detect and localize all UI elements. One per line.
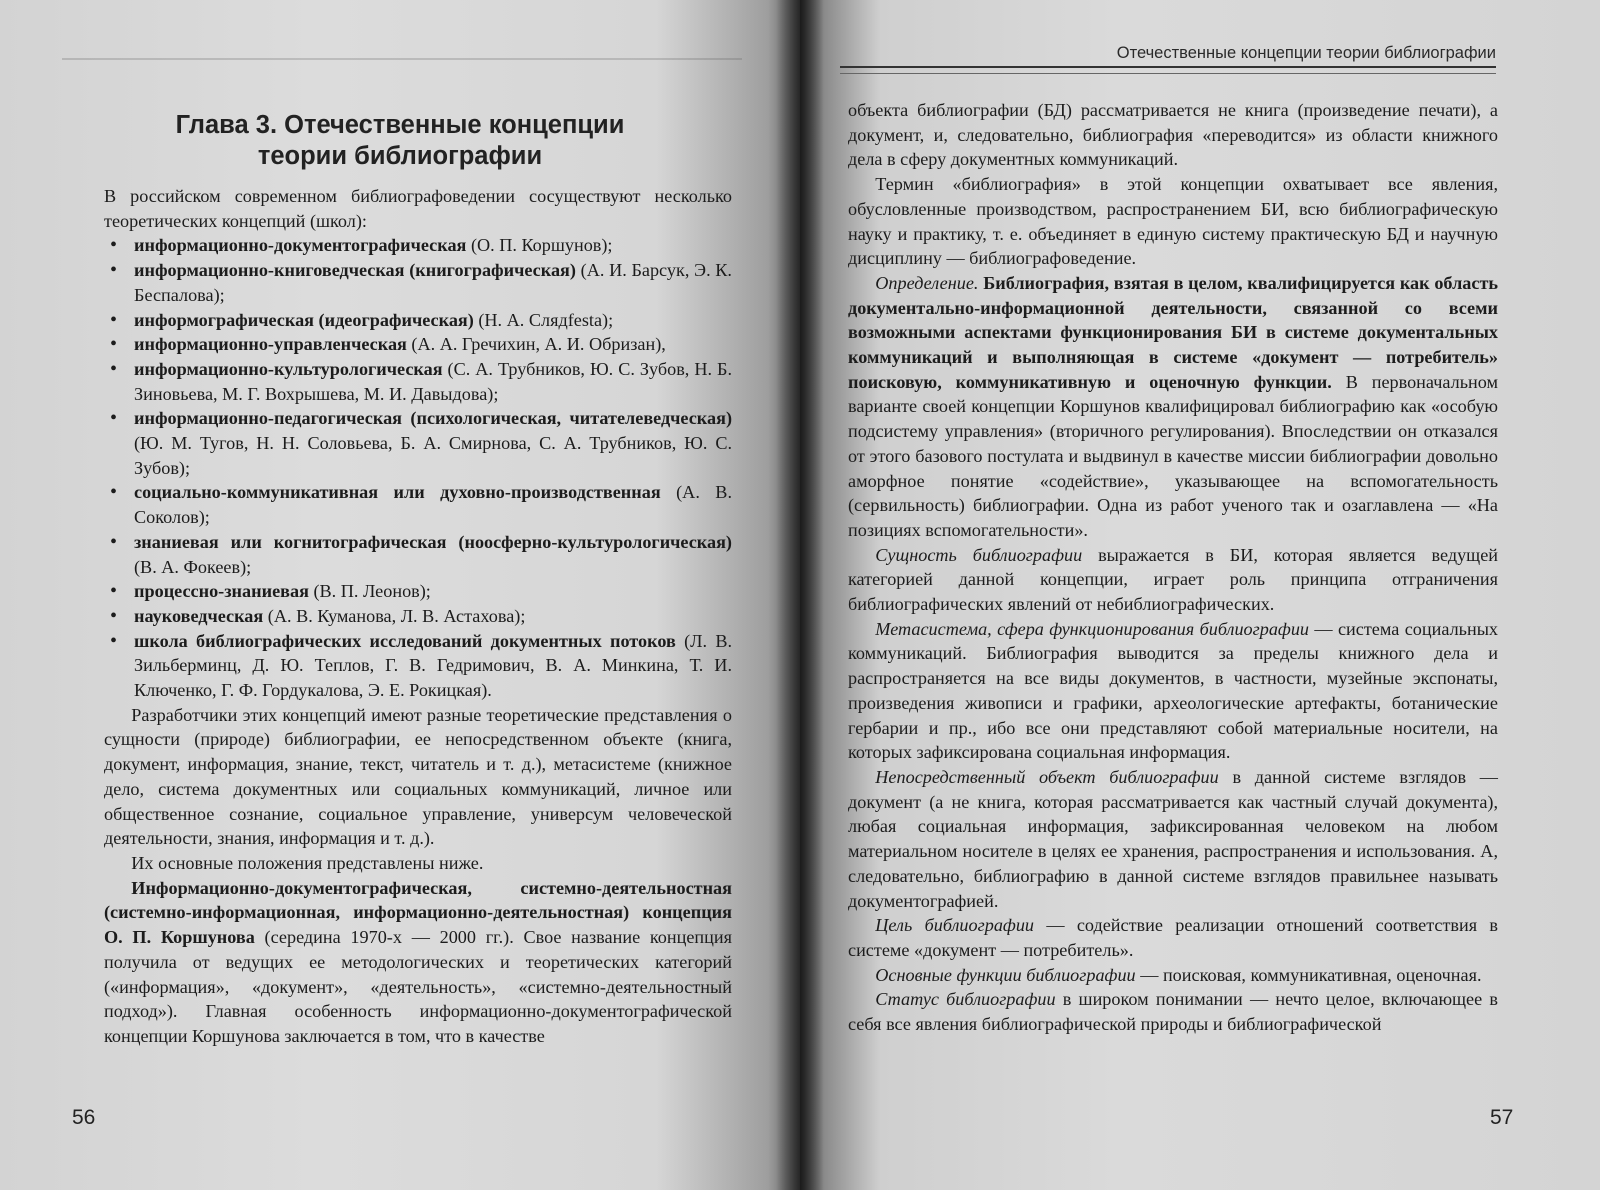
schools-list xyxy=(104,233,732,702)
bleed-through-rule xyxy=(62,58,742,60)
essence-label: Сущность библиографии xyxy=(875,544,1083,565)
term-paragraph: Термин «библиография» в этой концепции охватывает все явления, обусловленные производством, распространением БИ, всю библиографическую науку и практику, т. е. объединяет в единую систему практическую БД и научную дисциплину — библиографоведение. xyxy=(848,174,1498,269)
metasystem-paragraph xyxy=(848,617,1498,765)
right-body-text xyxy=(848,98,1498,1037)
definition-label: Определение. xyxy=(875,272,979,293)
school-name: знаниевая или когнитографическая (ноосферно-культурологическая) xyxy=(134,531,732,552)
developers-paragraph: Разработчики этих концепций имеют разные теоретические представления о сущности (природе) библиографии, ее непосредственном объекте (книга, документ, информация, знание, текст, читатель и т. д.), метасистеме (книжное дело, система документных или социальных коммуникаций, личное или общественное сознание, социальное управление, универсум человеческой деятельности, знания, информация и т. д.). xyxy=(104,704,732,849)
header-rule-thin xyxy=(840,73,1496,74)
page-number-left: 56 xyxy=(72,1106,96,1129)
metasystem-label: Метасистема, сфера функционирования библиографии xyxy=(875,618,1310,639)
definition-bold-text: Библиография, взятая в целом, квалифицируется как область документально-информационной деятельности, связанной со всеми возможными аспектами функционирования БИ в системе документальных коммуникаций и выполняющая в системе «документ — потребитель» поисковую, коммуникативную и оценочную функции. xyxy=(848,272,1498,392)
school-authors: (С. А. Трубников, Ю. С. Зубов, Н. Б. Зиновьева, М. Г. Вохрышева, М. И. Давыдова); xyxy=(134,358,732,404)
school-name: информационно-культурологическая xyxy=(134,358,443,379)
school-name: информационно-педагогическая (психологическая, читателеведческая) xyxy=(134,408,732,429)
page-number-right: 57 xyxy=(1490,1106,1514,1129)
running-header: Отечественные концепции теории библиографии xyxy=(1116,44,1496,62)
status-paragraph xyxy=(848,987,1498,1036)
school-name: информационно-документографическая xyxy=(134,235,467,256)
school-item xyxy=(104,604,732,629)
school-name: информографическая (идеографическая) xyxy=(134,309,474,330)
school-item xyxy=(104,233,732,258)
school-name: науковедческая xyxy=(134,605,264,626)
school-item xyxy=(104,530,732,579)
school-name: процессно-знаниевая xyxy=(134,581,309,602)
school-authors: (Н. А. Слядfesta); xyxy=(473,309,614,330)
status-label: Статус библиографии xyxy=(875,989,1056,1010)
definition-rest: В первоначальном варианте своей концепции Коршунов квалифицировал библиографию как «особую подсистему управления» (вторичного регулирования). Впоследствии он отказался от этого базового постулата и выдвинул в качестве миссии библиографии довольно аморфное понятие «содействие», указывающее на вспомогательность (сервильность) библиографии. Одна из работ ученого так и озаглавлена — «На позициях вспомогательности». xyxy=(848,371,1498,540)
school-authors: (О. П. Коршунов); xyxy=(466,235,613,256)
school-item xyxy=(104,579,732,604)
status-text: в широком понимании — нечто целое, включающее в себя все явления библиографической природы и библиографической xyxy=(848,989,1498,1035)
right-page xyxy=(800,0,1600,1190)
continuation-paragraph: объекта библиографии (БД) рассматривается не книга (произведение печати), а документ, и, следовательно, библиография «переводится» из области книжного дела в сферу документных коммуникаций. xyxy=(848,100,1498,170)
school-authors: (А. И. Барсук, Э. К. Беспалова); xyxy=(134,260,732,305)
object-text: в данной системе взглядов — документ (а не книга, которая рассматривается как частный случай документа), любая социальная информация, зафиксированная человеком на любом материальном носителе в целях ее хранения, распространения и использования. А, следовательно, библиографию в данной системе взглядов правильнее называть документографией. xyxy=(848,766,1498,911)
school-item xyxy=(104,480,732,529)
essence-paragraph xyxy=(848,543,1498,617)
school-authors: (А. В. Соколов); xyxy=(134,482,732,528)
functions-text: — поисковая, коммуникативная, оценочная. xyxy=(1135,964,1482,985)
school-name: информационно-книговедческая (книгографическая) xyxy=(134,260,576,281)
intro-paragraph: В российском современном библиографоведении сосуществуют несколько теоретических концепций (школ): xyxy=(104,186,732,231)
book-gutter-shadow xyxy=(776,0,824,1190)
essence-text: выражается в БИ, которая является ведущей категорией данной концепции, играет роль принципа отграничения библиографических явлений от небиблиографических. xyxy=(848,544,1498,615)
definition-paragraph xyxy=(848,271,1498,543)
school-item xyxy=(104,308,732,333)
school-item xyxy=(104,406,732,480)
positions-paragraph: Их основные положения представлены ниже. xyxy=(131,852,484,873)
chapter-title-line-2: теории библиографии xyxy=(257,142,543,170)
school-authors: (А. А. Гречихин, А. И. Обризан), xyxy=(406,334,666,355)
school-authors: (Ю. М. Тугов, Н. Н. Соловьева, Б. А. Смирнова, С. А. Трубников, Ю. С. Зубов); xyxy=(134,433,732,478)
object-paragraph xyxy=(848,765,1498,913)
school-item xyxy=(104,332,732,357)
functions-paragraph xyxy=(848,963,1498,988)
header-rule xyxy=(840,66,1496,68)
chapter-title xyxy=(100,110,700,172)
korshunov-concept-paragraph xyxy=(104,876,732,1049)
left-body-text xyxy=(104,184,732,1049)
school-item xyxy=(104,629,732,703)
school-name: школа библиографических исследований документных потоков xyxy=(134,630,676,651)
goal-paragraph xyxy=(848,913,1498,962)
school-item xyxy=(104,258,732,307)
functions-label: Основные функции библиографии xyxy=(875,964,1136,985)
school-authors: (Л. В. Зильберминц, Д. Ю. Теплов, Г. В. Гедримович, В. А. Минкина, Т. И. Ключенко, Г. Ф. Гордукалова, Э. Е. Рокицкая). xyxy=(134,630,732,701)
concept-heading: Информационно-документографическая, системно-деятельностная (системно-информационная, информационно-деятельностная) концепция О. П. Коршунова xyxy=(104,877,732,948)
school-item xyxy=(104,357,732,406)
school-name: информационно-управленческая xyxy=(134,334,407,355)
school-authors: (В. П. Леонов); xyxy=(308,581,431,602)
school-authors: (В. А. Фокеев); xyxy=(134,556,252,577)
metasystem-text: — система социальных коммуникаций. Библиография выводится за пределы книжного дела и распространяется на все виды документов, в частности, музейные экспонаты, произведения живописи и графики, археологические артефакты, ботанические гербарии и пр., ибо все они представляют собой материальные носители, на которых зафиксирована социальная информация. xyxy=(848,618,1499,763)
goal-text: — содействие реализации отношений соответствия в системе «документ — потребитель». xyxy=(848,915,1498,960)
object-label: Непосредственный объект библиографии xyxy=(875,766,1219,787)
goal-label: Цель библиографии xyxy=(875,915,1035,936)
school-authors: (А. В. Куманова, Л. В. Астахова); xyxy=(263,605,526,626)
chapter-title-line-1: Глава 3. Отечественные концепции xyxy=(175,111,625,139)
concept-text: (середина 1970-х — 2000 гг.). Свое название концепция получила от ведущих ее методологических и теоретических категорий («информация», «документ», «деятельность», «системно-деятельностный подход»). Главная особенность информационно-документографической концепции Коршунова заключается в том, что в качестве xyxy=(104,927,732,1046)
school-name: социально-коммуникативная или духовно-производственная xyxy=(134,482,661,503)
